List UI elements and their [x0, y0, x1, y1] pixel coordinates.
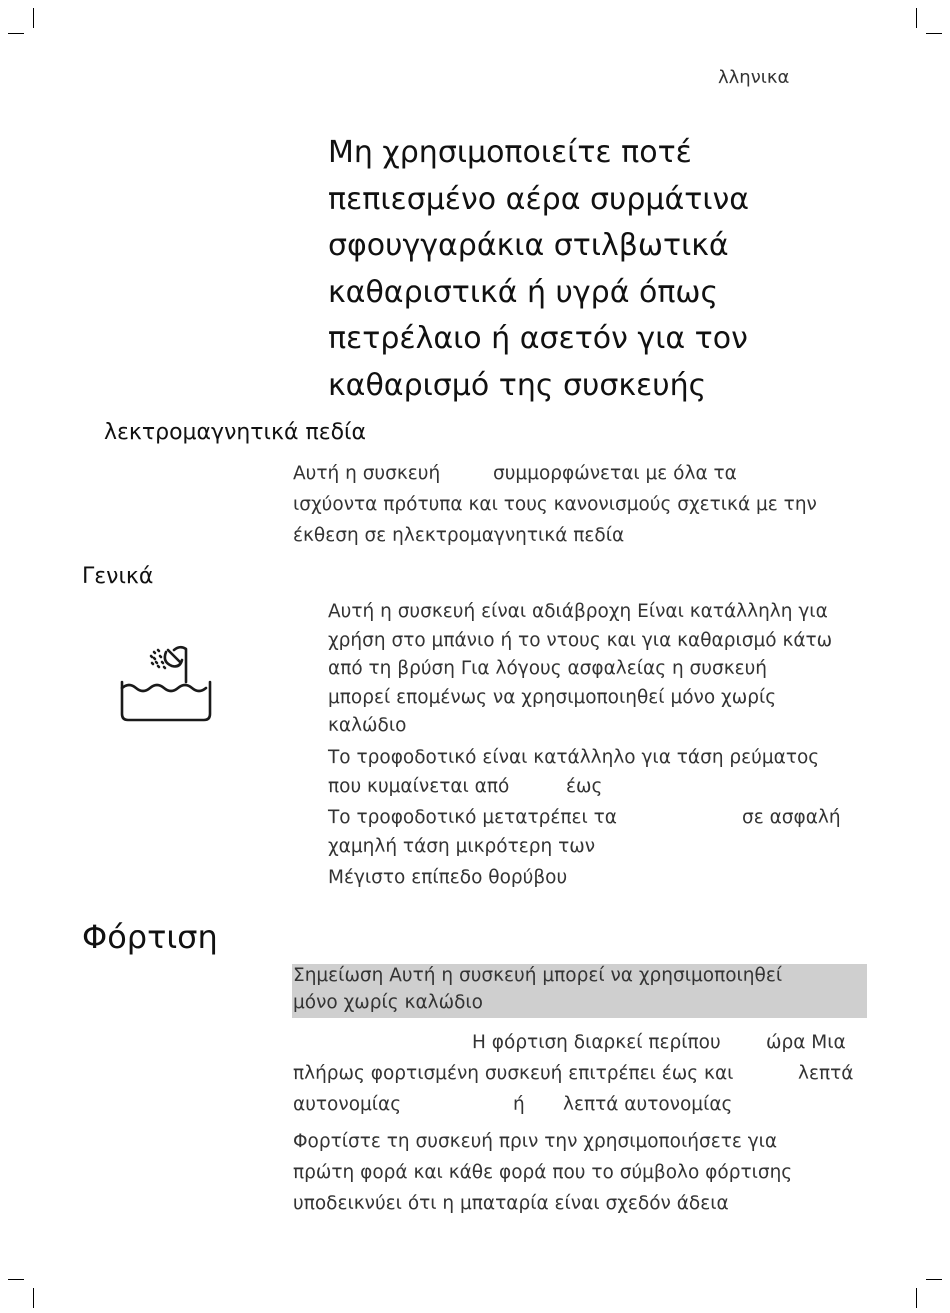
crop-mark: [8, 1279, 24, 1280]
warning-line: καθαριστικά ή υγρά όπως: [328, 274, 719, 310]
charging-line-part: ώρα Μια: [766, 1032, 846, 1053]
general-line-part: Το τροφοδοτικό μετατρέπει τα: [328, 807, 617, 828]
general-heading: Γενικά: [82, 564, 154, 589]
general-line: Το τροφοδοτικό είναι κατάλληλο για τάση ρεύματος: [328, 747, 820, 768]
crop-mark: [926, 33, 942, 34]
emf-heading: λεκτρομαγνητικά πεδία: [104, 420, 366, 445]
charging-line-part: λεπτά αυτονομίας: [563, 1094, 733, 1115]
crop-mark: [33, 8, 34, 28]
emf-line: ισχύοντα πρότυπα και τους κανονισμούς σχετικά με την: [293, 494, 817, 515]
charging-line: [293, 1063, 854, 1084]
emf-line: έκθεση σε ηλεκτρομαγνητικά πεδία: [293, 525, 625, 546]
general-line: καλώδιο: [328, 715, 407, 736]
language-label: λληνικα: [718, 67, 790, 88]
charging-line: Φορτίστε τη συσκευή πριν την χρησιμοποιήσετε για: [293, 1131, 778, 1152]
crop-mark: [916, 1288, 917, 1308]
crop-mark: [33, 1288, 34, 1308]
general-line: [328, 807, 841, 828]
general-line: Μέγιστο επίπεδο θορύβου: [328, 867, 568, 888]
charging-line-part: αυτονομίας: [293, 1094, 402, 1115]
general-line: Αυτή η συσκευή είναι αδιάβροχη Είναι κατάλληλη για: [328, 601, 828, 622]
charging-line: [293, 1094, 733, 1115]
general-line: μπορεί επομένως να χρησιμοποιηθεί μόνο χωρίς: [328, 687, 777, 708]
charging-heading: Φόρτιση: [82, 918, 218, 956]
charging-line-part: πλήρως φορτισμένη συσκευή επιτρέπει έως και: [293, 1063, 734, 1084]
warning-line: Μη χρησιμοποιείτε ποτέ: [328, 135, 692, 170]
general-line: χαμηλή τάση μικρότερη των: [328, 836, 596, 857]
shower-bath-icon: [118, 640, 216, 726]
emf-line: [293, 463, 737, 484]
warning-line: καθαρισμό της συσκευής: [328, 367, 707, 403]
charging-line: [472, 1032, 846, 1053]
crop-mark: [916, 8, 917, 28]
warning-text: [328, 130, 749, 410]
emf-line-part: Αυτή η συσκευή: [293, 463, 441, 484]
charging-line-part: ή: [513, 1094, 525, 1115]
general-line: [328, 776, 603, 797]
warning-line: πετρέλαιο ή ασετόν για τον: [328, 321, 748, 357]
charging-line-part: Η φόρτιση διαρκεί περίπου: [472, 1032, 721, 1053]
charging-line-part: λεπτά: [798, 1063, 854, 1084]
warning-line: σφουγγαράκια στιλβωτικά: [328, 228, 729, 264]
warning-line: πεπιεσμένο αέρα συρμάτινα: [328, 181, 750, 217]
emf-line-part: συμμορφώνεται με όλα τα: [493, 463, 737, 484]
charging-line: πρώτη φορά και κάθε φορά που το σύμβολο φόρτισης: [293, 1162, 793, 1183]
note-line: Σημείωση Αυτή η συσκευή μπορεί να χρησιμοποιηθεί: [293, 965, 783, 986]
note-line: μόνο χωρίς καλώδιο: [293, 992, 483, 1013]
general-line-part: σε ασφαλή: [742, 807, 841, 828]
general-line: από τη βρύση Για λόγους ασφαλείας η συσκευή: [328, 658, 768, 679]
charging-line: υποδεικνύει ότι η μπαταρία είναι σχεδόν άδεια: [293, 1193, 729, 1214]
crop-mark: [8, 33, 24, 34]
crop-mark: [926, 1279, 942, 1280]
general-line-part: έως: [566, 776, 603, 797]
general-line-part: που κυμαίνεται από: [328, 776, 510, 797]
general-line: χρήση στο μπάνιο ή το ντους και για καθαρισμό κάτω: [328, 630, 833, 651]
